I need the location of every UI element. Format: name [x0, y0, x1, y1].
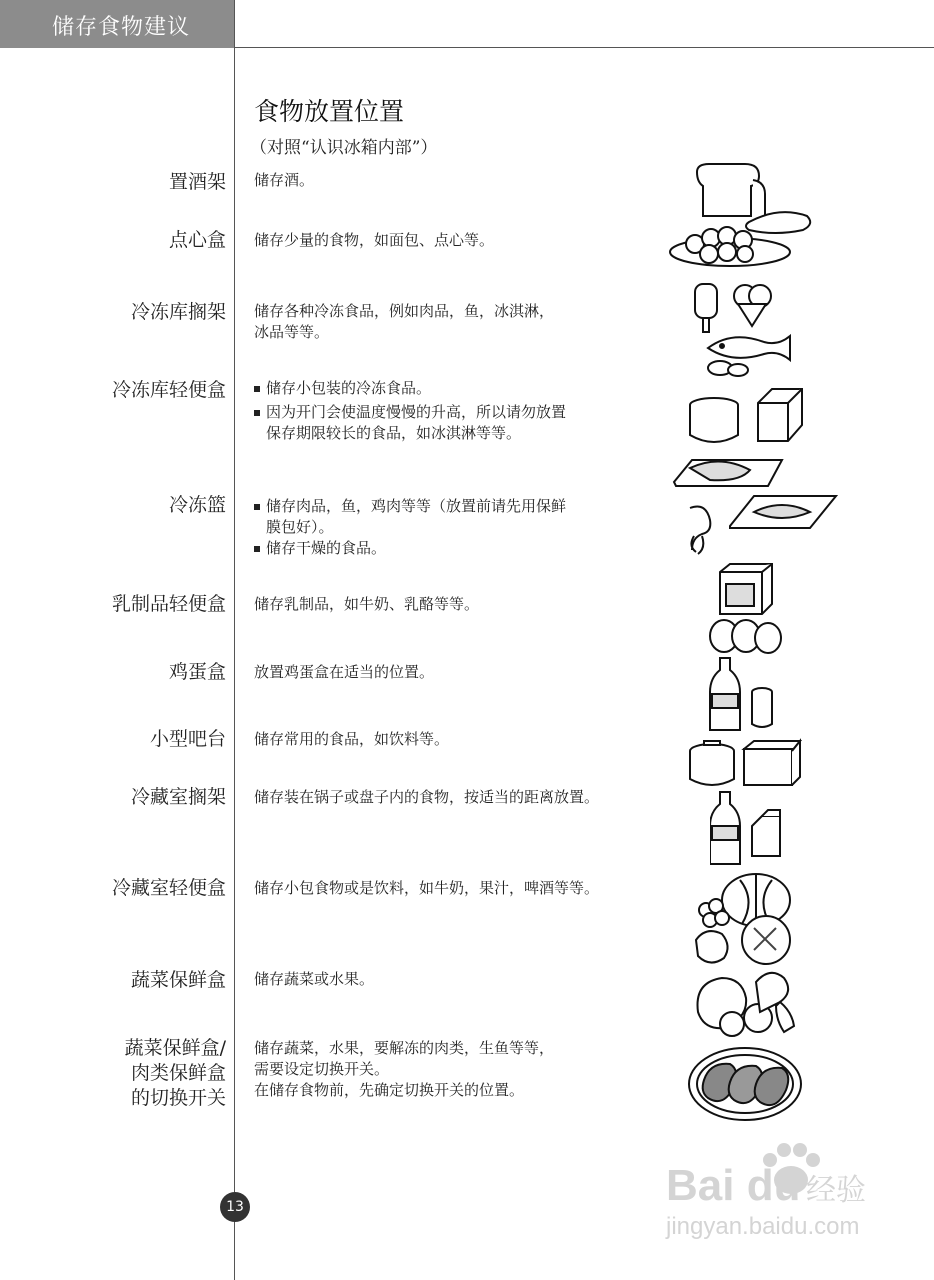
desc-line: 放置鸡蛋盒在适当的位置。: [254, 663, 435, 681]
desc-dairy-bin: [254, 594, 479, 615]
canned-boxed-food-illustration: [686, 385, 806, 447]
desc-vegetable-crisper: [254, 969, 374, 990]
desc-line: 在储存食物前，先确定切换开关的位置。: [254, 1081, 525, 1099]
icecream-fish-illustration: [690, 282, 800, 382]
bullet-item: 储存干燥的食品。: [254, 538, 566, 559]
meat-fish-packs-illustration: [668, 452, 838, 562]
watermark-url: jingyan.baidu.com: [666, 1213, 860, 1240]
desc-crisper-switch: [254, 1038, 554, 1101]
section-title: 储存食物建议: [52, 15, 191, 40]
bullet-item: 储存小包装的冷冻食品。: [254, 378, 566, 399]
baidu-jingyan-watermark: [662, 1138, 924, 1248]
bullet-item: 因为开门会使温度慢慢的升高，所以请勿放置: [254, 402, 566, 423]
section-header-tab: [0, 0, 234, 48]
desc-snack-box: [254, 230, 494, 251]
label-wine-rack: 置酒架: [168, 171, 226, 193]
desc-line: 储存装在锅子或盘子内的食物，按适当的距离放置。: [254, 788, 600, 806]
bottle-can-illustration: [708, 654, 778, 736]
bullet-item: 储存肉品，鱼，鸡肉等等（放置前请先用保鲜: [254, 496, 566, 517]
desc-line: 储存各种冷冻食品，例如肉品，鱼，冰淇淋，: [254, 302, 555, 320]
label-mini-bar: 小型吧台: [149, 728, 226, 750]
vegetables-illustration: [688, 962, 800, 1042]
fruit-illustration: [690, 870, 800, 970]
bullet-continuation: 保存期限较长的食品，如冰淇淋等等。: [266, 424, 522, 442]
desc-line: 储存少量的食物，如面包、点心等。: [254, 231, 495, 249]
pot-container-illustration: [688, 737, 806, 793]
bottle-milk-illustration: [710, 790, 786, 866]
label-freezer-door-bin: 冷冻库轻便盒: [111, 379, 226, 401]
desc-wine-rack: [254, 170, 314, 191]
label-fridge-door-bin: 冷藏室轻便盒: [111, 877, 226, 899]
label-freezer-basket: 冷冻篮: [168, 494, 226, 516]
desc-line: 冰品等等。: [254, 323, 330, 341]
desc-freezer-shelf: [254, 301, 554, 343]
desc-line: 储存常用的食品，如饮料等。: [254, 730, 450, 748]
label-crisper-switch: [125, 1036, 226, 1111]
desc-line: 储存酒。: [254, 171, 315, 189]
bread-snacks-illustration: [665, 160, 815, 275]
page-subtitle: （对照“认识冰箱内部”）: [250, 138, 438, 158]
watermark-brand: Bai du: [666, 1161, 801, 1210]
desc-line: 需要设定切换开关。: [254, 1060, 390, 1078]
watermark-brand-cn: 经验: [806, 1173, 866, 1208]
desc-line: 储存蔬菜，水果，要解冻的肉类，生鱼等等，: [254, 1039, 555, 1057]
desc-freezer-basket: [254, 496, 566, 559]
label-line: 蔬菜保鲜盒/: [124, 1037, 226, 1059]
label-line: 的切换开关: [130, 1087, 226, 1109]
header-rule: [234, 47, 934, 48]
label-line: 肉类保鲜盒: [130, 1062, 226, 1084]
page-title: 食物放置位置: [254, 97, 405, 126]
desc-line: 储存蔬菜或水果。: [254, 970, 375, 988]
meat-platter-illustration: [686, 1042, 804, 1124]
desc-egg-tray: [254, 662, 434, 683]
vertical-rule: [234, 0, 235, 1280]
label-snack-box: 点心盒: [168, 229, 226, 251]
desc-line: 储存乳制品，如牛奶、乳酪等等。: [254, 595, 480, 613]
label-egg-tray: 鸡蛋盒: [168, 661, 226, 683]
label-dairy-bin: 乳制品轻便盒: [111, 593, 226, 615]
desc-line: 储存小包食物或是饮料，如牛奶，果汁，啤酒等等。: [254, 879, 600, 897]
bullet-continuation: 膜包好）。: [266, 518, 334, 536]
dairy-eggs-illustration: [706, 560, 786, 656]
desc-mini-bar: [254, 729, 449, 750]
label-fridge-shelf: 冷藏室搁架: [130, 786, 226, 808]
label-vegetable-crisper: 蔬菜保鲜盒: [130, 969, 226, 991]
page-number-badge: 13: [220, 1192, 250, 1222]
desc-fridge-door-bin: [254, 878, 599, 899]
label-freezer-shelf: 冷冻库搁架: [130, 301, 226, 323]
desc-freezer-door-bin: [254, 378, 566, 444]
desc-fridge-shelf: [254, 787, 599, 808]
